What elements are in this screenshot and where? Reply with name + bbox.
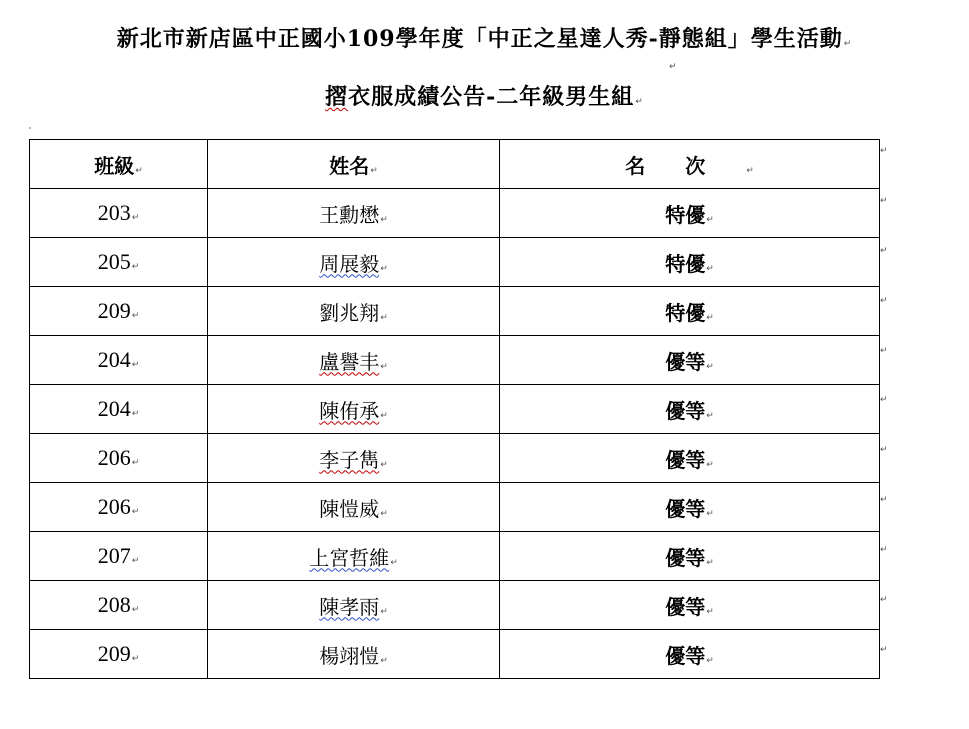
table-row: [30, 385, 880, 434]
table-row: [30, 336, 880, 385]
cell-class: 208↵: [30, 581, 208, 630]
cell-class: 204↵: [30, 385, 208, 434]
cell-class: 206↵: [30, 434, 208, 483]
table-row: [30, 238, 880, 287]
cell-rank: 特優↵: [500, 287, 880, 336]
row-end-mark: ↵: [880, 295, 888, 306]
cell-name: 王勳懋↵: [208, 189, 500, 238]
cell-name: 盧譽丰↵: [208, 336, 500, 385]
header-rank: 名次↵: [500, 140, 880, 189]
paragraph-mark: ↵: [843, 39, 853, 49]
cell-class: 209↵: [30, 287, 208, 336]
table-header-row: [30, 140, 880, 189]
cell-name: 陳孝雨↵: [208, 581, 500, 630]
cell-class: 209↵: [30, 630, 208, 679]
cell-rank: 優等↵: [500, 532, 880, 581]
cell-rank: 優等↵: [500, 581, 880, 630]
title-line-1-text: 新北市新店區中正國小109學年度「中正之星達人秀-靜態組」學生活動: [116, 26, 843, 52]
row-end-mark: ↵: [880, 195, 888, 206]
cell-rank: 優等↵: [500, 483, 880, 532]
row-end-mark: ↵: [880, 495, 888, 506]
table-row: [30, 434, 880, 483]
cell-rank: 優等↵: [500, 385, 880, 434]
cell-class: 205↵: [30, 238, 208, 287]
cell-rank: 優等↵: [500, 630, 880, 679]
paragraph-mark: ↵: [635, 97, 644, 107]
row-end-mark: ↵: [880, 644, 888, 655]
row-end-mark: ↵: [880, 146, 888, 156]
row-end-mark: ↵: [880, 345, 888, 356]
table-anchor-dot: [29, 127, 31, 129]
document-title-line-1: [0, 22, 969, 53]
table-row: [30, 483, 880, 532]
paragraph-mark: ↵: [669, 62, 677, 72]
document-title-line-2: [0, 80, 969, 111]
cell-name: 楊翊愷↵: [208, 630, 500, 679]
title-line-2-underlined-text: 摺: [325, 84, 349, 110]
cell-class: 207↵: [30, 532, 208, 581]
cell-name: 劉兆翔↵: [208, 287, 500, 336]
row-end-mark: ↵: [880, 595, 888, 606]
table-row: [30, 532, 880, 581]
header-class: 班級↵: [30, 140, 208, 189]
cell-class: 204↵: [30, 336, 208, 385]
cell-rank: 優等↵: [500, 336, 880, 385]
table-row: [30, 287, 880, 336]
cell-name: 周展毅↵: [208, 238, 500, 287]
cell-class: 206↵: [30, 483, 208, 532]
table-row: [30, 581, 880, 630]
results-table: [29, 139, 880, 679]
row-end-marks: [880, 139, 892, 688]
cell-name: 陳愷威↵: [208, 483, 500, 532]
table-row: [30, 630, 880, 679]
row-end-mark: ↵: [880, 395, 888, 406]
row-end-mark: ↵: [880, 445, 888, 456]
cell-name: 上宮哲維↵: [208, 532, 500, 581]
title-line-2-text: 衣服成績公告-二年級男生組: [348, 84, 635, 110]
table-row: [30, 189, 880, 238]
row-end-mark: ↵: [880, 545, 888, 556]
cell-rank: 優等↵: [500, 434, 880, 483]
cell-rank: 特優↵: [500, 238, 880, 287]
cell-rank: 特優↵: [500, 189, 880, 238]
header-name: 姓名↵: [208, 140, 500, 189]
cell-name: 李子雋↵: [208, 434, 500, 483]
cell-class: 203↵: [30, 189, 208, 238]
row-end-mark: ↵: [880, 245, 888, 256]
cell-name: 陳侑承↵: [208, 385, 500, 434]
